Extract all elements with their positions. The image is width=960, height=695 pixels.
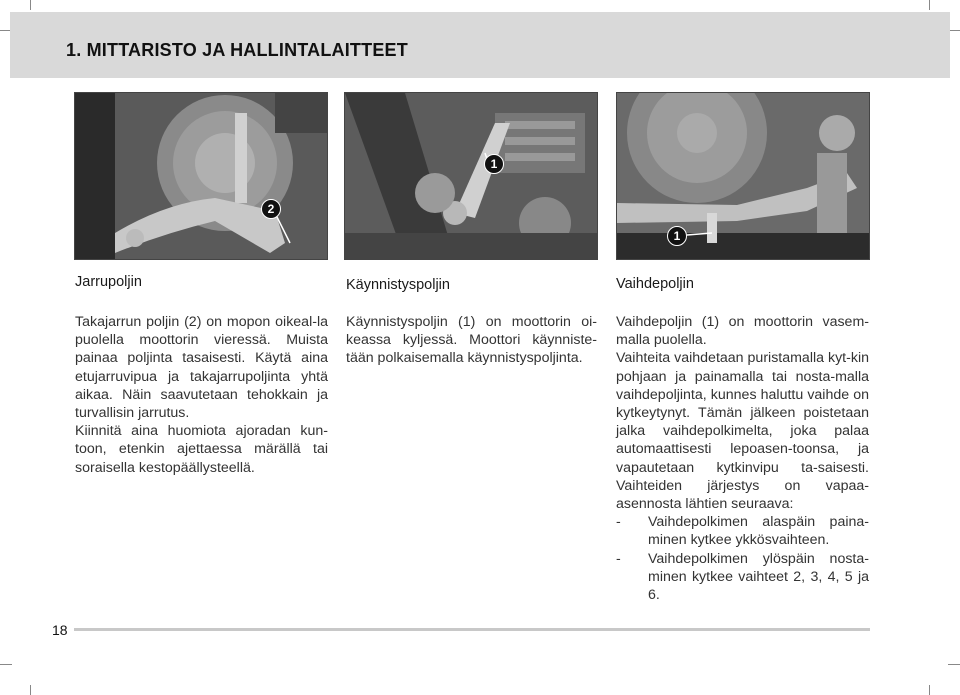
footer-rule	[74, 628, 870, 631]
page-title: 1. MITTARISTO JA HALLINTALAITTEET	[66, 40, 408, 60]
list-item-text: Vaihdepolkimen alaspäin paina-minen kytkee ykkösvaihteen.	[648, 514, 869, 549]
page-number: 18	[52, 622, 68, 638]
list-item-text: Vaihdepolkimen ylöspäin nosta-minen kytkee vaihteet 2, 3, 4, 5 ja 6.	[648, 550, 869, 604]
photo-gear-pedal	[616, 92, 870, 260]
paragraph: Käynnistyspoljin (1) on moottorin oi-keassa kyljessä. Moottori käynniste-tään polkaisemalla käynnistyspoljinta.	[346, 314, 597, 367]
list-dash: -	[616, 514, 621, 531]
crop-mark	[0, 664, 12, 665]
list-dash: -	[616, 550, 621, 567]
list-item	[616, 550, 869, 605]
section-body-brake-pedal	[75, 313, 328, 477]
crop-mark	[948, 664, 960, 665]
crop-mark	[30, 685, 31, 695]
paragraph: Kiinnitä aina huomiota ajoradan kun-toon, etenkin ajettaessa märällä tai soraisella kestopäällysteellä.	[75, 423, 328, 476]
crop-mark	[929, 685, 930, 695]
section-heading-gear-pedal: Vaihdepoljin	[616, 276, 694, 292]
section-heading-brake-pedal: Jarrupoljin	[75, 274, 142, 290]
section-body-gear-pedal	[616, 313, 869, 604]
paragraph: Vaihteita vaihdetaan puristamalla kyt-kin pohjaan ja painamalla tai nosta-malla vaihdepoljinta, kunnes haluttu vaihde on kytkeytynyt. Tämän jälkeen poistetaan jalka vaihdepolkimelta, joka palaa automaattisesti lepoasen-toonsa, ja vapautetaan kytkinvipu ta-saisesti. Vaihteiden järjestys on vapaa-asennosta lähtien seuraava:	[616, 350, 869, 513]
crop-mark	[929, 0, 930, 10]
photo-kick-starter	[344, 92, 598, 260]
callout-badge: 1	[484, 154, 504, 174]
paragraph: Takajarrun poljin (2) on mopon oikeal-la puolella moottorin vieressä. Muista painaa poljinta tasaisesti. Käytä aina etujarruvipua ja takajarrupoljinta yhtä aikaa. Näin saavutetaan tehokkain ja turvallisin jarrutus.	[75, 314, 328, 422]
paragraph: Vaihdepoljin (1) on moottorin vasem-malla puolella.	[616, 314, 869, 349]
callout-badge: 2	[261, 199, 281, 219]
section-body-kick-starter	[346, 313, 597, 368]
photo-brake-pedal	[74, 92, 328, 260]
crop-mark	[30, 0, 31, 10]
callout-badge: 1	[667, 226, 687, 246]
list-item	[616, 513, 869, 549]
section-heading-kick-starter: Käynnistyspoljin	[346, 277, 450, 293]
